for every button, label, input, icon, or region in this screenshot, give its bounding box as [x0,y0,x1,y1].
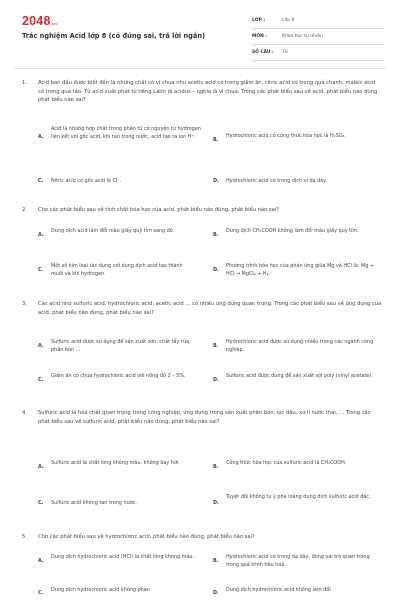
option-text: Hydrochloric acid được sử dụng nhiều trong các ngành công nghiệp. [226,339,374,354]
site-logo[interactable] [22,14,57,28]
option-text: Dung dịch hydrochloric acid không làm đổi [226,587,331,593]
option-text: Sulfuric acid được sử dụng để sản xuất sơn, chất tẩy rửa, phân bón … [51,339,191,354]
option-letter: B. [213,558,219,564]
option-letter: B. [213,137,219,143]
meta-row-class [252,13,384,29]
option-text: Tuyệt đối không tự ý pha loãng dung dịch sulfuric acid đặc. [226,494,371,500]
option-letter: A. [38,343,44,349]
question-text: Cho các phát biểu sau về tính chất hóa học của acid, phát biểu nào đúng, phát biểu nào sai? [38,207,280,213]
meta-key: LỚP : [252,18,266,23]
option-letter: B. [213,232,219,238]
question-3 [22,300,382,320]
option-letter: D. [213,178,219,184]
logo-suffix: .vn [50,21,57,26]
option-text: Dung dịch acid làm đổi màu giấy quỳ tím sang đỏ. [51,228,175,234]
option-text: Sulfuric acid không tan trong nước. [51,500,137,506]
meta-table [252,13,384,61]
option-text: Giấm ăn có chứa hydrochloric acid với nồng độ 2 – 5%. [51,373,186,379]
question-text: Sulfuric acid là hóa chất quan trọng trong công nghiệp, ứng dụng trong sản xuất phân bón, lọc dầu, xử lí nước thải, … Trong các phát biểu sau về sulfuric acid, phát biểu nào đúng, phát biểu nào sai? [38,410,371,425]
question-4 [22,409,382,439]
option-letter: B. [213,343,219,349]
question-text: Cho các phát biểu sau về hydrochloric acid, phát biểu nào đúng, phát biểu nào sai? [38,534,255,540]
option-text: Sulfuric acid là chất lỏng không màu, không bay hơi. [51,460,180,466]
option-text: Hydrochloric acid có trong dạ dày, đóng vai trò quan trọng trong quá trình tiêu hoá. [226,554,370,569]
meta-value: 10 [282,50,288,55]
question-2 [22,206,382,216]
option-letter: A. [38,134,44,140]
question-5 [22,533,382,543]
option-text: Hydrochloric acid có công thức hóa học là H₂SO₄. [226,133,347,139]
option-text: Dung dịch CH₃COOH không làm đổi màu giấy quỳ tím. [226,228,359,234]
option-letter: D. [213,267,219,273]
option-letter: C. [38,500,44,506]
question-text: Acid ban đầu được biết đến là những chất có vị chua như acetic acid có trong giấm ăn, citric acid có trong quả chanh, maleic acid có trong quả táo. Từ acid xuất phát từ tiếng Latin là acidus – nghĩa là vị chua. Trong các phát biểu sau về acid, phát biểu nào đúng, phát biểu nào sai? [38,80,379,104]
option-letter: C. [38,590,44,596]
question-1 [22,79,382,109]
option-text: Phương trình hóa học của phản ứng giữa Mg và HCl là: Mg + HCl → MgCl₂ + H₂. [226,263,374,278]
question-number: 1. [22,80,27,86]
option-letter: A. [38,232,44,238]
meta-row-count [252,45,384,61]
option-text: Acid là những hợp chất trong phân tử có nguyên tử hydrogen liên kết với gốc acid, khi tan trong nước, acid tạo ra ion H⁺. [51,126,201,141]
option-text: Công thức hóa học của sulfuric acid là CH₃COOH. [226,460,347,466]
question-number: 2. [22,207,27,213]
question-text: Các acid như sulfuric acid, hydrochloric acid, acetic acid … có nhiều ứng dụng quan trọng. Trong các phát biểu sau về ứng dụng của acid, phát biểu nào đúng, phát biểu nào sai? [38,301,382,316]
option-text: Dung dịch hydrochloric acid (HCl) là chất lỏng không màu. [51,554,195,560]
meta-value: Khoa học tự nhiên [282,34,323,39]
option-text: Hydrochloric acid có trong dịch vị dạ dày. [226,178,327,184]
option-letter: C. [38,377,44,383]
option-letter: D. [213,377,219,383]
option-letter: C. [38,178,44,184]
meta-key: MÔN : [252,34,268,39]
option-letter: D. [213,500,219,506]
page-header [0,0,400,68]
meta-row-subject [252,29,384,45]
option-text: Nitric acid có gốc acid là Cl⁻. [51,178,122,184]
option-letter: D. [213,590,219,596]
question-number: 4. [22,410,27,416]
document-title: Trắc nghiệm Acid lớp 8 (có đúng sai, trả lời ngắn) [22,32,206,40]
option-text: Dung dịch hydrochloric acid không phản [51,587,150,593]
option-text: Sulfuric acid được dùng để sản xuất sợi poly (vinyl acetate). [226,373,373,379]
question-number: 3. [22,301,27,307]
option-letter: C. [38,267,44,273]
meta-value: Lớp 8 [282,18,295,23]
option-letter: B. [213,464,219,470]
option-letter: A. [38,464,44,470]
logo-text: 2048 [22,14,51,28]
question-number: 5. [22,534,27,540]
option-text: Một số kim loại tác dụng với dung dịch acid tạo thành muối và khí hydrogen. [51,263,183,278]
header-divider [14,68,386,69]
option-letter: A. [38,558,44,564]
meta-key: SỐ CÂU : [252,50,274,55]
